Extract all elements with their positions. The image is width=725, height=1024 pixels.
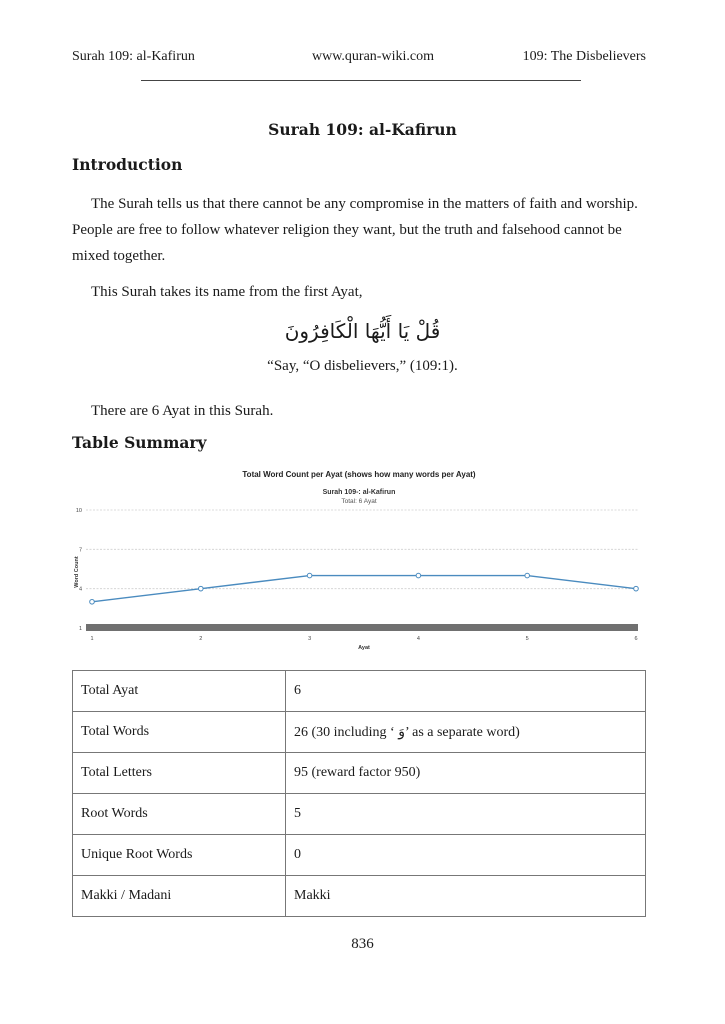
table-summary-heading: Table Summary	[72, 433, 207, 452]
data-point-marker	[90, 599, 95, 604]
word-count-chart	[72, 465, 646, 655]
page-number: 836	[351, 936, 374, 952]
header-surah-name: Surah 109: al-Kafirun	[72, 49, 195, 64]
row-value: 6	[286, 671, 646, 712]
row-label: Total Ayat	[73, 671, 286, 712]
header-chapter-title: 109: The Disbelievers	[522, 49, 646, 64]
x-tick-label: 5	[525, 636, 529, 642]
y-tick-label: 10	[75, 508, 82, 514]
row-label: Makki / Madani	[73, 876, 286, 917]
x-axis-bar	[86, 624, 638, 631]
row-value: 95 (reward factor 950)	[286, 753, 646, 794]
summary-table	[72, 670, 646, 917]
x-tick-label: 4	[416, 636, 420, 642]
data-point-marker	[634, 586, 639, 591]
chart-subtitle: Surah 109-: al-Kafirun	[322, 489, 396, 496]
y-axis-title: Word Count	[74, 556, 80, 588]
line-chart-plot	[72, 465, 646, 655]
data-point-marker	[199, 586, 204, 591]
header-website: www.quran-wiki.com	[312, 49, 434, 64]
arabic-verse: قُلْ يَا أَيُّهَا الْكَافِرُونَ	[284, 319, 441, 343]
intro-paragraph-2-text: This Surah takes its name from the first Ayat,	[91, 284, 363, 300]
table-row	[73, 753, 646, 794]
x-tick-label: 2	[199, 636, 203, 642]
row-label: Root Words	[73, 794, 286, 835]
header-divider	[141, 80, 581, 81]
row-value: 26 (30 including ‘ وَ’ as a separate word)	[286, 712, 646, 753]
row-value: 5	[286, 794, 646, 835]
table-row	[73, 671, 646, 712]
table-row	[73, 876, 646, 917]
table-row	[73, 835, 646, 876]
chart-subsubtitle: Total: 6 Ayat	[341, 498, 377, 505]
row-label: Total Letters	[73, 753, 286, 794]
intro-paragraph-1	[72, 191, 644, 269]
row-value: 0	[286, 835, 646, 876]
y-tick-label: 7	[78, 547, 82, 554]
verse-translation: “Say, “O disbelievers,” (109:1).	[267, 358, 458, 374]
x-tick-label: 1	[90, 636, 94, 642]
x-axis-title: Ayat	[358, 645, 370, 651]
chart-title: Total Word Count per Ayat (shows how many words per Ayat)	[242, 470, 476, 479]
running-header	[72, 49, 646, 69]
intro-paragraph-3-text: There are 6 Ayat in this Surah.	[91, 403, 274, 419]
y-tick-label: 4	[78, 586, 82, 593]
data-point-marker	[416, 573, 421, 578]
data-point-marker	[525, 573, 530, 578]
row-value: Makki	[286, 876, 646, 917]
y-tick-label: 1	[78, 626, 82, 632]
data-point-marker	[307, 573, 312, 578]
row-label: Total Words	[73, 712, 286, 753]
table-row	[73, 794, 646, 835]
intro-paragraph-2	[72, 279, 644, 305]
x-tick-label: 3	[308, 636, 312, 642]
introduction-heading: Introduction	[72, 155, 183, 174]
intro-paragraph-1-text: The Surah tells us that there cannot be any compromise in the matters of faith and worship. People are free to follow whatever religion they want, but the truth and falsehood cannot be mixed together.	[72, 196, 638, 264]
intro-paragraph-3	[72, 398, 644, 424]
table-row	[73, 712, 646, 753]
row-label: Unique Root Words	[73, 835, 286, 876]
x-tick-label: 6	[634, 636, 638, 642]
page-title: Surah 109: al-Kafirun	[268, 120, 457, 139]
